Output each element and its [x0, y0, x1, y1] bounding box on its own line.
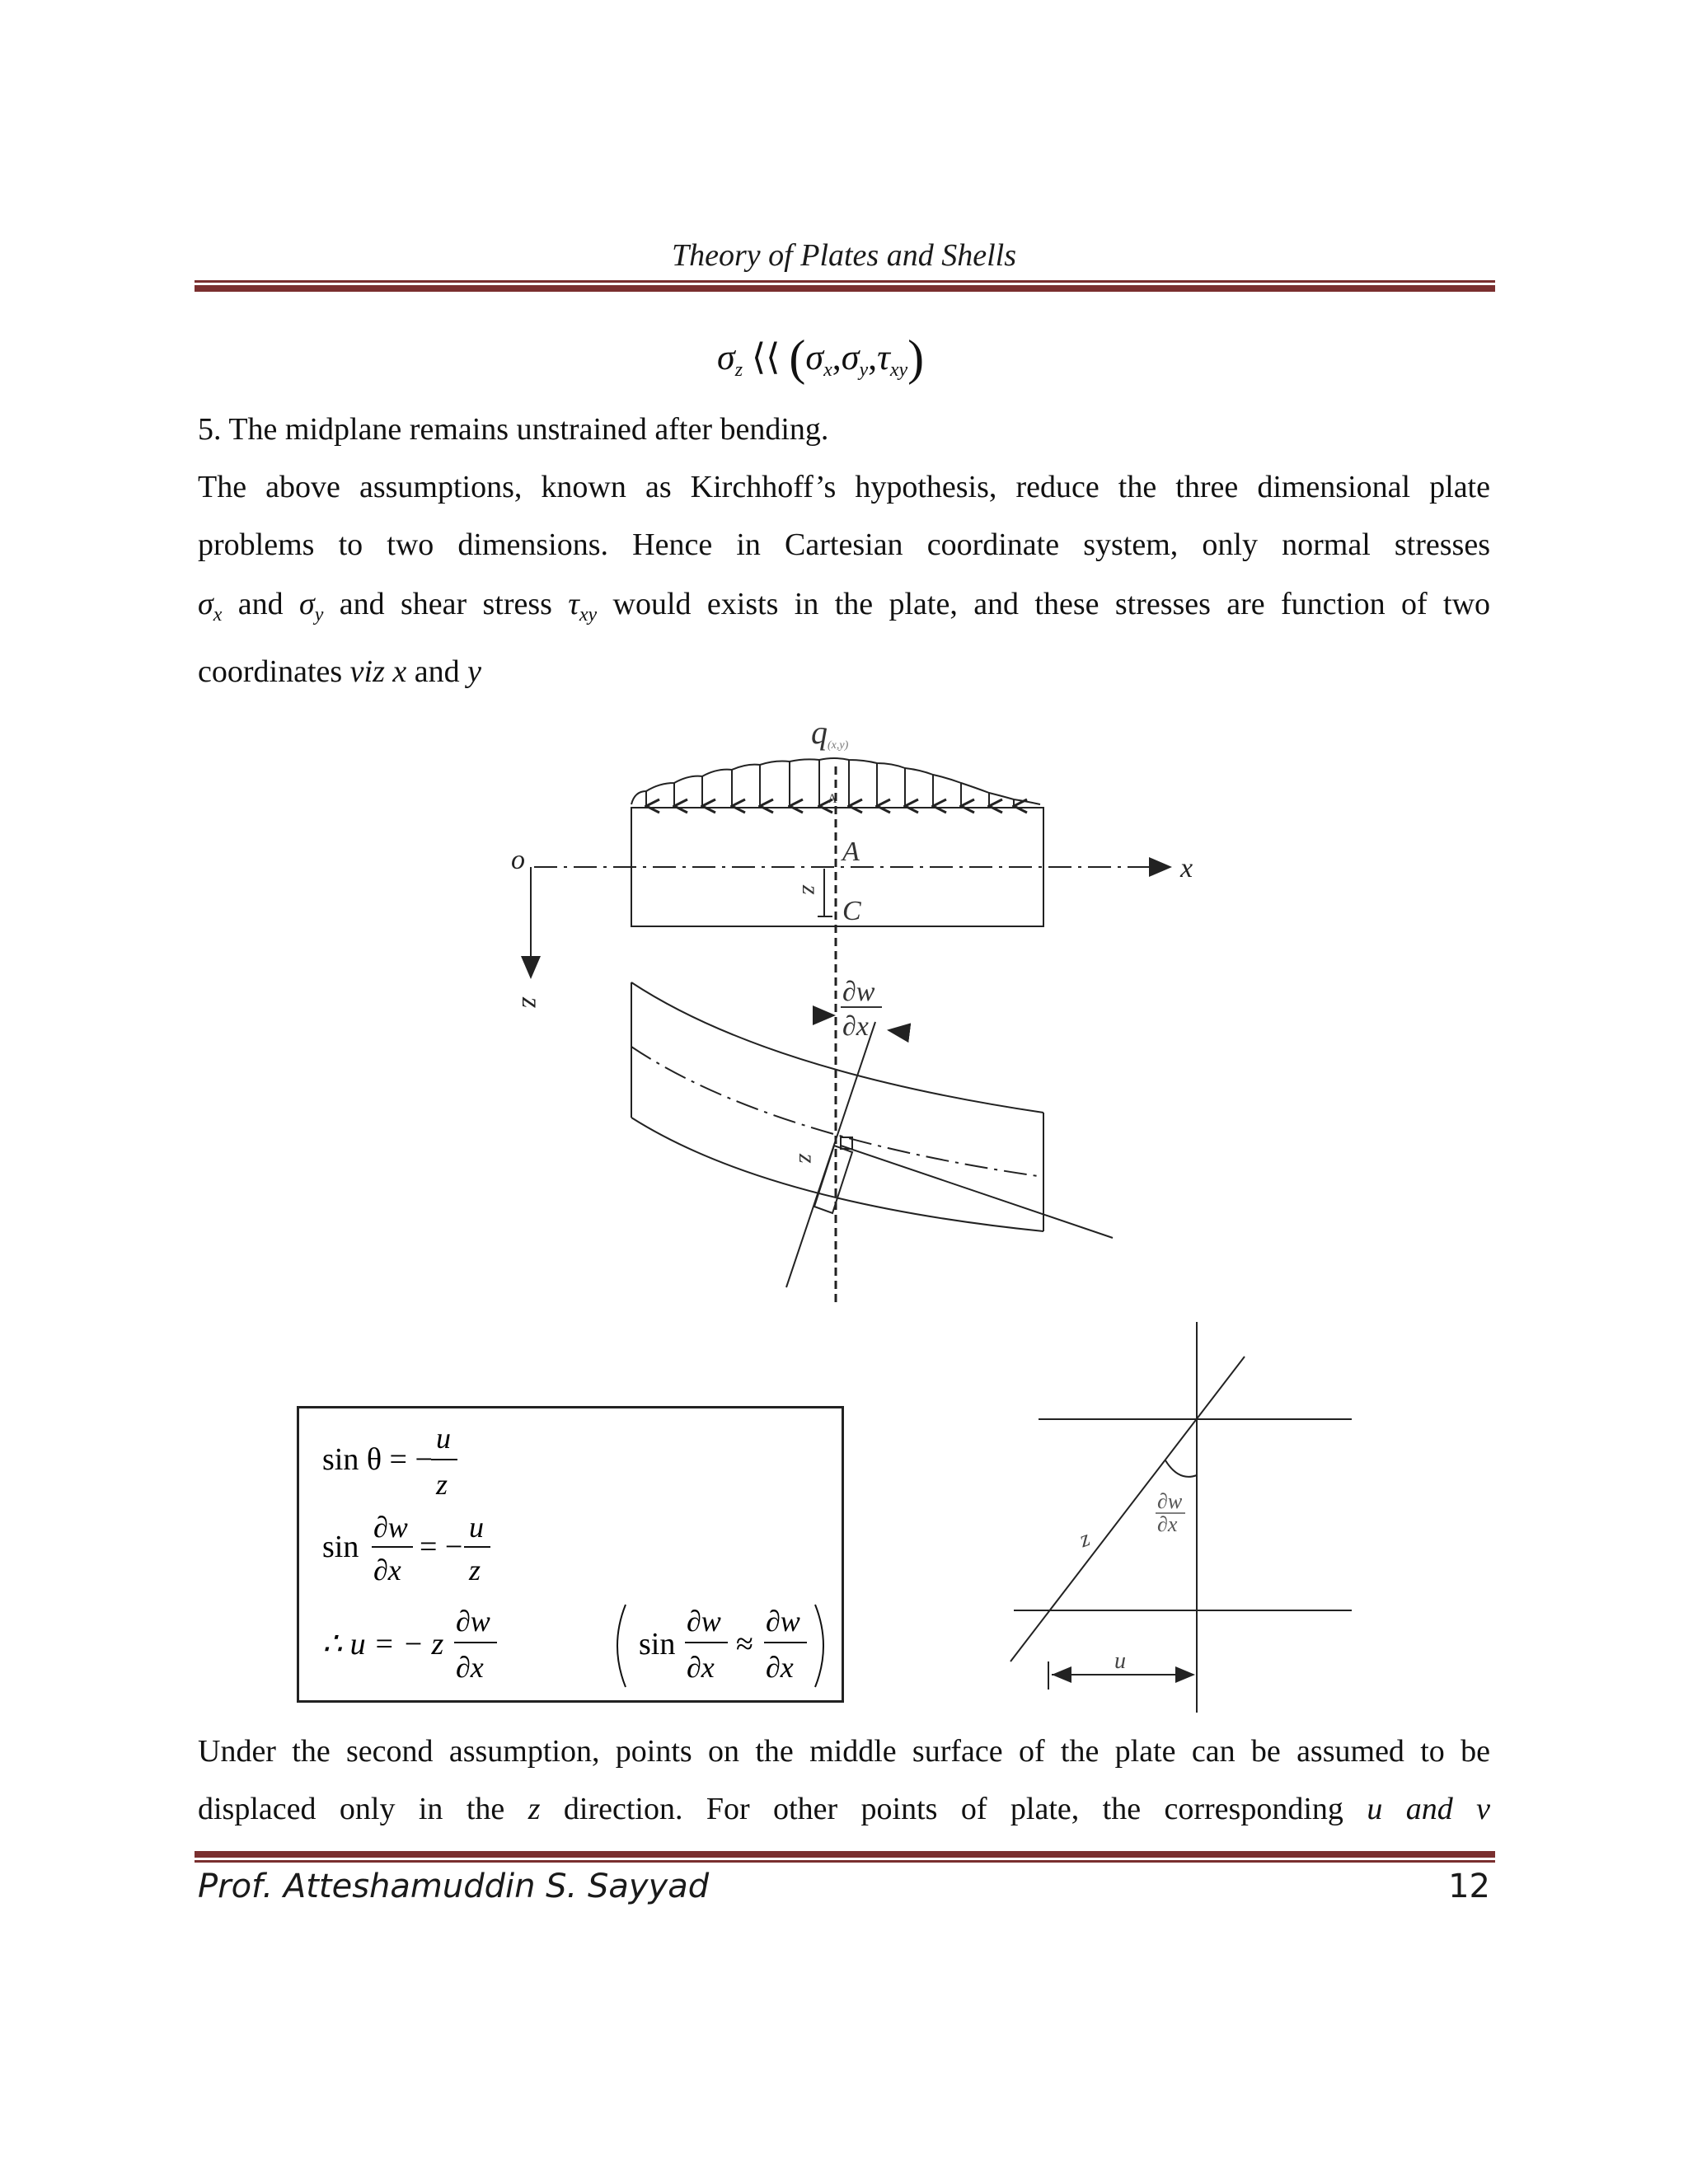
paragraph-line [198, 643, 1490, 701]
formula-4-numerator-2: ∂w [766, 1605, 800, 1638]
formula-2-numerator: ∂w [373, 1511, 408, 1544]
z-distance-label: z [797, 885, 824, 895]
sigma-symbol: σ [805, 337, 824, 377]
formula-4-numerator: ∂w [687, 1605, 721, 1638]
angle-denominator: ∂x [1157, 1512, 1178, 1536]
italic-term: viz x [349, 654, 407, 689]
header-rule [195, 280, 1495, 292]
comma: , [832, 337, 842, 377]
formula-4-denominator: ∂x [687, 1651, 715, 1684]
sigma-symbol: σ [717, 337, 735, 377]
x-axis-label: x [1180, 853, 1193, 883]
paragraph-line: The above assumptions, known as Kirchhoff’s hypothesis, reduce the three dimensional plate [198, 470, 1490, 504]
z-distance-label-bent: z [794, 1154, 821, 1164]
open-paren [617, 1605, 626, 1687]
angle-numerator: ∂w [1157, 1489, 1183, 1513]
tau-symbol: τ [877, 337, 890, 377]
running-header: Theory of Plates and Shells [672, 238, 1016, 273]
inequality-equation [717, 330, 924, 387]
point-A-small-label: A [828, 792, 837, 806]
slope-numerator: ∂w [842, 977, 875, 1007]
text-run: direction. For other points of plate, the corresponding [540, 1792, 1367, 1826]
sigma-symbol: σ [198, 587, 213, 621]
footer-rule [195, 1851, 1495, 1863]
deformed-midplane [631, 1047, 1043, 1177]
load-label: q [811, 714, 828, 751]
formula-2-equals: = − [420, 1530, 463, 1564]
tau-symbol: τ [568, 587, 579, 621]
italic-term: u and v [1367, 1792, 1490, 1826]
load-label-sub: (x,y) [828, 739, 849, 752]
subscript: y [314, 604, 324, 626]
formula-4-approx: ≈ [736, 1627, 753, 1661]
formula-2-denominator-2: z [469, 1554, 481, 1586]
paragraph-line: Under the second assumption, points on the middle surface of the plate can be assumed to be [198, 1734, 1490, 1769]
u-label: u [1114, 1648, 1126, 1674]
italic-term: y [467, 654, 481, 689]
text-run: and [222, 587, 299, 621]
formula-box-content [299, 1408, 842, 1700]
z-axis-label: z [516, 997, 546, 1009]
paragraph-line [198, 1780, 1490, 1838]
formula-1-lhs: sin θ = − [322, 1442, 433, 1477]
slope-denominator: ∂x [842, 1011, 869, 1042]
formula-3-lhs: ∴ u = − z [322, 1627, 444, 1661]
small-angle-figure [989, 1310, 1368, 1722]
formula-3-denominator: ∂x [456, 1651, 484, 1684]
text-run: displaced only in the [198, 1792, 528, 1826]
plate-bending-figure [478, 709, 1220, 1319]
paragraph-line: problems to two dimensions. Hence in Cartesian coordinate system, only normal stresses [198, 527, 1490, 562]
subscript: x [823, 359, 832, 381]
z-label: z [1076, 1526, 1094, 1554]
footer-author: Prof. Atteshamuddin S. Sayyad [198, 1868, 710, 1905]
text-run: and [406, 654, 468, 689]
subscript: xy [889, 359, 908, 381]
formula-1-denominator: z [436, 1468, 448, 1501]
relation-symbol: ⟨⟨ [752, 337, 781, 377]
close-paren: ) [907, 330, 925, 385]
close-paren [815, 1605, 823, 1687]
text-run: and shear stress [323, 587, 569, 621]
formula-2-lhs: sin [322, 1530, 359, 1564]
text-run: would exists in the plate, and these stresses are function of two [597, 587, 1491, 621]
paragraph-line [198, 575, 1490, 644]
formula-1-numerator: u [436, 1422, 451, 1455]
formula-2-denominator: ∂x [373, 1554, 401, 1586]
formula-3-numerator: ∂w [456, 1605, 490, 1638]
text-run: coordinates [198, 654, 350, 689]
assumption-item-5: 5. The midplane remains unstrained after bending. [198, 412, 829, 447]
formula-4-denominator-2: ∂x [766, 1651, 794, 1684]
point-C-label: C [842, 896, 861, 926]
deformed-plate-top-surface [631, 982, 1043, 1113]
subscript: z [734, 359, 743, 381]
slope-arrow-right [889, 1030, 902, 1032]
inclined-line [1010, 1357, 1245, 1661]
italic-term: z [528, 1792, 541, 1826]
sigma-symbol: σ [841, 337, 860, 377]
formula-2-numerator-2: u [469, 1511, 484, 1544]
formula-box [297, 1406, 844, 1703]
page-number: 12 [1448, 1868, 1490, 1905]
angle-arc [1165, 1460, 1197, 1477]
subscript: x [213, 604, 223, 626]
point-A-label: A [842, 837, 860, 867]
open-paren: ( [789, 330, 806, 385]
subscript: y [859, 359, 869, 381]
origin-label: o [511, 845, 525, 875]
sigma-symbol: σ [298, 587, 315, 621]
formula-4-sin: sin [639, 1627, 676, 1661]
subscript: xy [579, 604, 598, 626]
comma: , [868, 337, 878, 377]
